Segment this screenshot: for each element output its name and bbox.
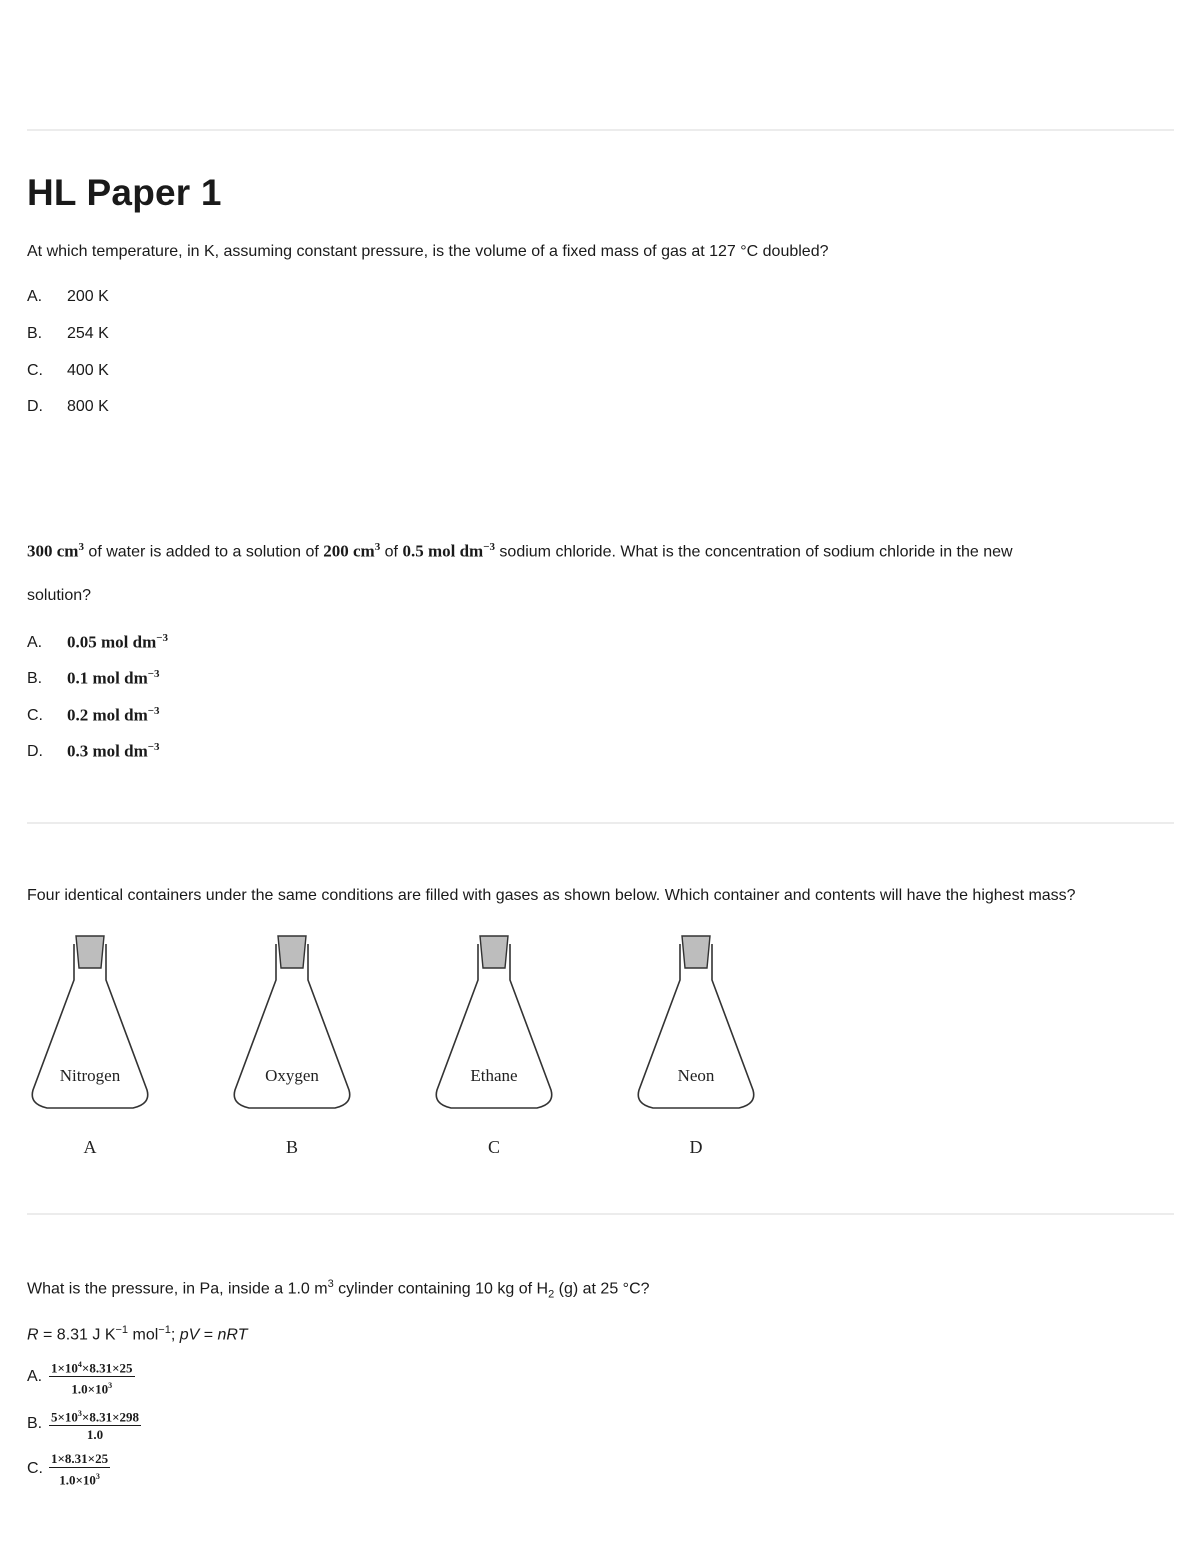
flask-c-stopper-icon [480,936,508,968]
flask-a-stopper-icon [76,936,104,968]
flask-b-gas: Oxygen [265,1066,319,1085]
question-1-option-a: A. 200 K [27,288,109,305]
question-4-option-a: A. $\frac{1\times 10^4\times 8.31\times 25}{1.0\times 10^3}$ [27,1357,135,1395]
flask-b-stopper-icon [278,936,306,968]
option-a-fraction: $\frac{1\times 10^4\times 8.31\times 25}{1.0\times 10^3}$ [49,1357,135,1397]
flask-d-stopper-icon [682,936,710,968]
flask-c-label: C [487,1137,501,1157]
flask-d-gas: Neon [677,1066,715,1085]
question-1-option-b: B. 254 K [27,325,109,342]
flask-a-gas: Nitrogen [59,1066,121,1085]
question-1-text: At which temperature, in K, assuming constant pressure, is the volume of a fixed mass of gas at 127 °C doubled? [27,243,829,260]
top-divider [27,129,1174,131]
flask-c [436,936,551,1157]
flask-b [234,936,349,1157]
page [27,0,1174,1553]
question-1-option-c: C. 400 K [27,362,109,379]
question-4-option-c: C. $\frac{1\times 8.31\times 25}{1.0\times 10^3}$ [27,1451,109,1488]
question-2-option-a: A. 0.05 mol $dm^{-3}$ [27,632,169,652]
section-divider-1 [27,822,1174,824]
question-2-text-line-2: solution? [27,587,92,604]
question-4-option-b: B. $\frac{5\times 10^3\times 8.31\times 298}{1.0}$ [27,1406,141,1444]
question-3-text: Four identical containers under the same conditions are filled with gases as shown below. Which container and contents will have the highest mass? [27,887,1076,904]
flask-diagram [27,928,807,1168]
page-title: HL Paper 1 [27,172,222,213]
question-2-text-line-1: 300 $cm^3$ of water is added to a solution of 200 $cm^3$ of 0.5 mol $dm^{-3}$ sodium chloride. What is the concentration of sodium chloride in the new [27,541,1013,561]
question-2-option-b: B. 0.1 mol $dm^{-3}$ [27,668,160,688]
flask-d [638,936,753,1157]
section-divider-2 [27,1213,1174,1215]
question-2-option-c: C. 0.2 mol $dm^{-3}$ [27,705,160,725]
flask-a-label: A [83,1137,97,1157]
flask-d-label: D [689,1137,703,1157]
flask-b-label: B [285,1137,299,1157]
question-2-option-d: D. 0.3 mol $dm^{-3}$ [27,741,160,761]
question-4-text-line-2: R = 8.31 J $K^{-1}$ mol$^{-1}$; pV = nRT [27,1324,248,1344]
flask-c-gas: Ethane [470,1066,518,1085]
flask-a [32,936,147,1157]
question-1-option-d: D. 800 K [27,398,109,415]
question-4-text-line-1: What is the pressure, in Pa, inside a 1.0 $m^3$ cylinder containing 10 kg of $H_2$ (g) at 25 °C? [27,1278,650,1301]
option-b-fraction: $\frac{5\times 10^3\times 8.31\times 298}{1.0}$ [49,1406,141,1442]
option-c-fraction: $\frac{1\times 8.31\times 25}{1.0\times 10^3}$ [51,1451,109,1488]
